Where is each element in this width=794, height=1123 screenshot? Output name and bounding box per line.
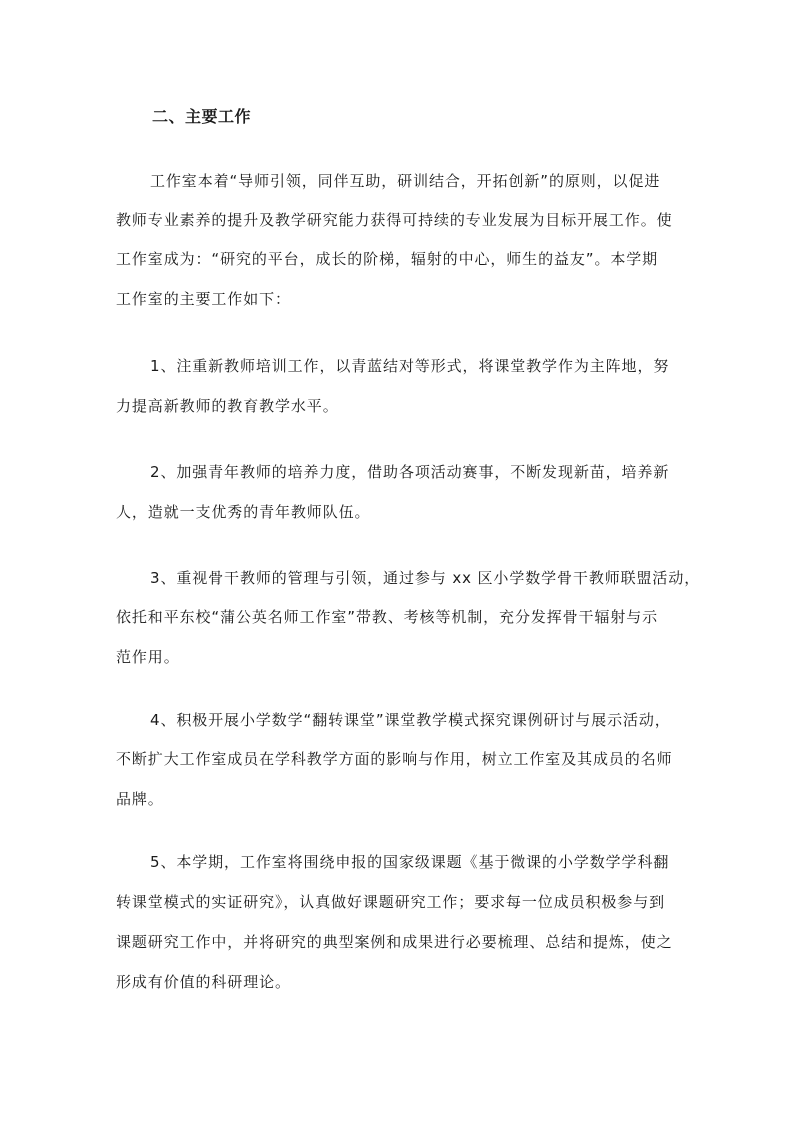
paragraph-intro-line-3: 工作室成为：“研究的平台，成长的阶梯，辐射的中心，师生的益友”。本学期: [116, 250, 659, 268]
list-item-4-line-2: 不断扩大工作室成员在学科教学方面的影响与作用，树立工作室及其成员的名师: [116, 750, 673, 768]
paragraph-intro-line-2: 教师专业素养的提升及教学研究能力获得可持续的专业发展为目标开展工作。使: [116, 211, 673, 229]
list-item-3-line-1: 3、重视骨干教师的管理与引领，通过参与 xx 区小学数学骨干教师联盟活动，: [150, 569, 701, 587]
list-item-2-line-2: 人，造就一支优秀的青年教师队伍。: [116, 503, 371, 521]
list-item-2-line-1: 2、加强青年教师的培养力度，借助各项活动赛事，不断发现新苗，培养新: [150, 463, 670, 481]
list-item-5-line-2: 转课堂模式的实证研究》，认真做好课题研究工作；要求每一位成员积极参与到: [116, 893, 666, 911]
paragraph-intro-line-1: 工作室本着“导师引领，同伴互助，研训结合，开拓创新”的原则，以促进: [150, 172, 661, 190]
list-item-5-line-3: 课题研究工作中，并将研究的典型案例和成果进行必要梳理、总结和提炼，使之: [116, 933, 673, 951]
list-item-1-line-2: 力提高新教师的教育教学水平。: [116, 397, 339, 415]
list-item-3-line-3: 范作用。: [116, 648, 180, 666]
list-item-5-line-1: 5、本学期，工作室将围绕申报的国家级课题《基于微课的小学数学学科翻: [150, 853, 670, 871]
list-item-5-line-4: 形成有价值的科研理论。: [116, 973, 291, 991]
list-item-4-line-1: 4、积极开展小学数学“翻转课堂”课堂教学模式探究课例研讨与展示活动，: [150, 711, 671, 729]
list-item-3-line-2: 依托和平东校“蒲公英名师工作室”带教、考核等机制，充分发挥骨干辐射与示: [116, 608, 659, 626]
section-heading: 二、主要工作: [152, 107, 252, 126]
list-item-1-line-1: 1、注重新教师培训工作，以青蓝结对等形式，将课堂教学作为主阵地，努: [150, 357, 670, 375]
paragraph-intro-line-4: 工作室的主要工作如下：: [116, 290, 291, 308]
list-item-4-line-3: 品牌。: [116, 790, 164, 808]
